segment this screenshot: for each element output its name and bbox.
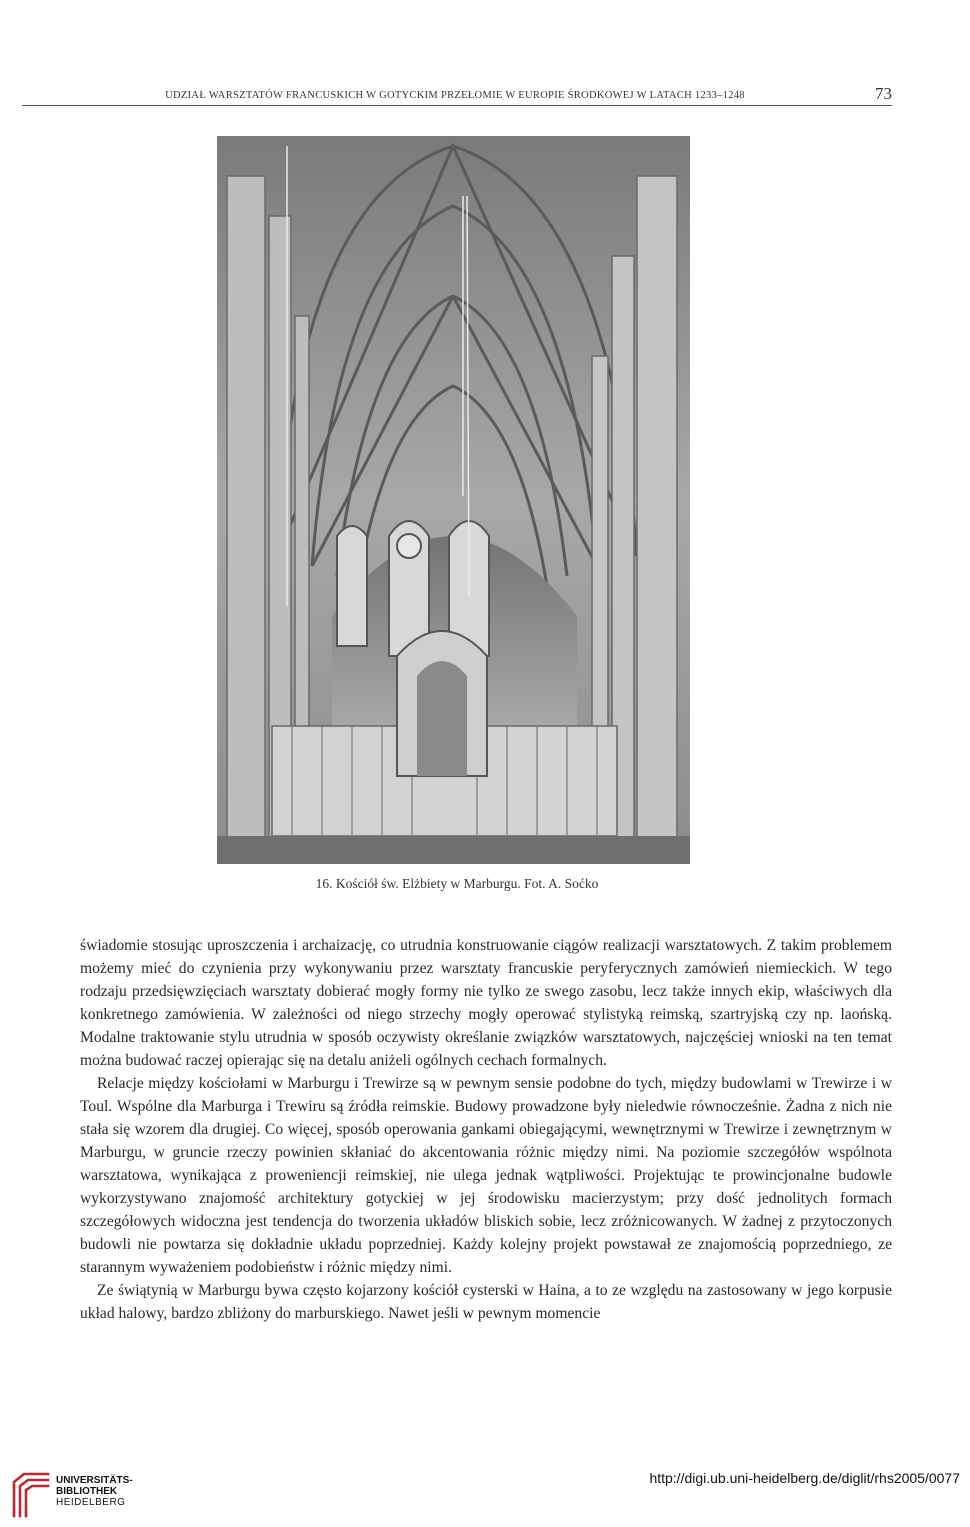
body-text (80, 934, 892, 1325)
library-name: UNIVERSITÄTS- BIBLIOTHEK HEIDELBERG (56, 1475, 133, 1508)
paragraph-3: Ze świątynią w Marburgu bywa często kojarzony kościół cysterski w Haina, a to ze względu na zastosowany w jego korpusie układ halowy, bardzo zbliżony do marburskiego. Nawet jeśli w pewnym momencie (80, 1282, 892, 1322)
header-rule (22, 105, 892, 106)
source-url-link[interactable]: http://digi.ub.uni-heidelberg.de/diglit/rhs2005/0077 (649, 1470, 960, 1486)
running-title: UDZIAŁ WARSZTATÓW FRANCUSKICH W GOTYCKIM PRZEŁOMIE W EUROPIE ŚRODKOWEJ W LATACH 1233–1248 (165, 90, 745, 101)
paragraph-2: Relacje między kościołami w Marburgu i Trewirze są w pewnym sensie podobne do tych, między budowlami w Trewirze i w Toul. Wspólne dla Marburga i Trewiru są źródła reimskie. Budowy prowadzone były nieledwie równocześnie. Żadna z nich nie stała się wzorem dla drugiej. Co więcej, sposób operowania gankami obiegającymi, wewnętrznymi w Trewirze i zewnętrznym w Marburgu, w gruncie rzeczy powinien skłaniać do akcentowania różnic między nimi. Na poziomie szczegółów wspólnota warsztatowa, wynikająca z proweniencji reimskiej, nie ulega jednak wątpliwości. Projektując te prowincjonalne budowle wykorzystywano znajomość architektury gotyckiej w jej środowisku macierzystym; przy dość jednolitych formach szczegółowych widoczna jest tendencja do tworzenia układów bliskich sobie, lecz zróżnicowanych. W żadnej z przytoczonych budowli nie powtarza się dokładnie układu poprzedniej. Każdy kolejny projekt powstawał ze znajomością poprzedniego, ze starannym wyważeniem podobieństw i różnic między nimi. (80, 1075, 892, 1276)
church-interior-photo (217, 136, 690, 864)
church-photo-illustration (217, 136, 690, 864)
library-logo[interactable] (10, 1466, 210, 1520)
page-number: 73 (875, 84, 892, 103)
figure-caption: 16. Kościół św. Elżbiety w Marburgu. Fot. A. Soćko (315, 876, 599, 891)
library-logo-icon (10, 1466, 52, 1520)
paragraph-1: świadomie stosując uproszczenia i archaizację, co utrudnia konstruowanie ciągów realizacji warsztatowych. Z takim problemem możemy mieć do czynienia przy wykonywaniu przez warsztaty francuskie peryferycznych zamówień niemieckich. W tego rodzaju przedsięwzięciach warsztaty dobierać mogły formy nie tylko ze swego zasobu, lecz także innych ekip, właściwych dla konkretnego zamówienia. W zależności od niego strzechy mogły operować stylistyką reimską, szartryjską czy np. laońską. Modalne traktowanie stylu utrudnia w sposób oczywisty określanie związków warsztatowych, najczęściej wnioski na ten temat można budować raczej opierając się na detalu aniżeli ogólnych cechach formalnych. (80, 937, 892, 1069)
